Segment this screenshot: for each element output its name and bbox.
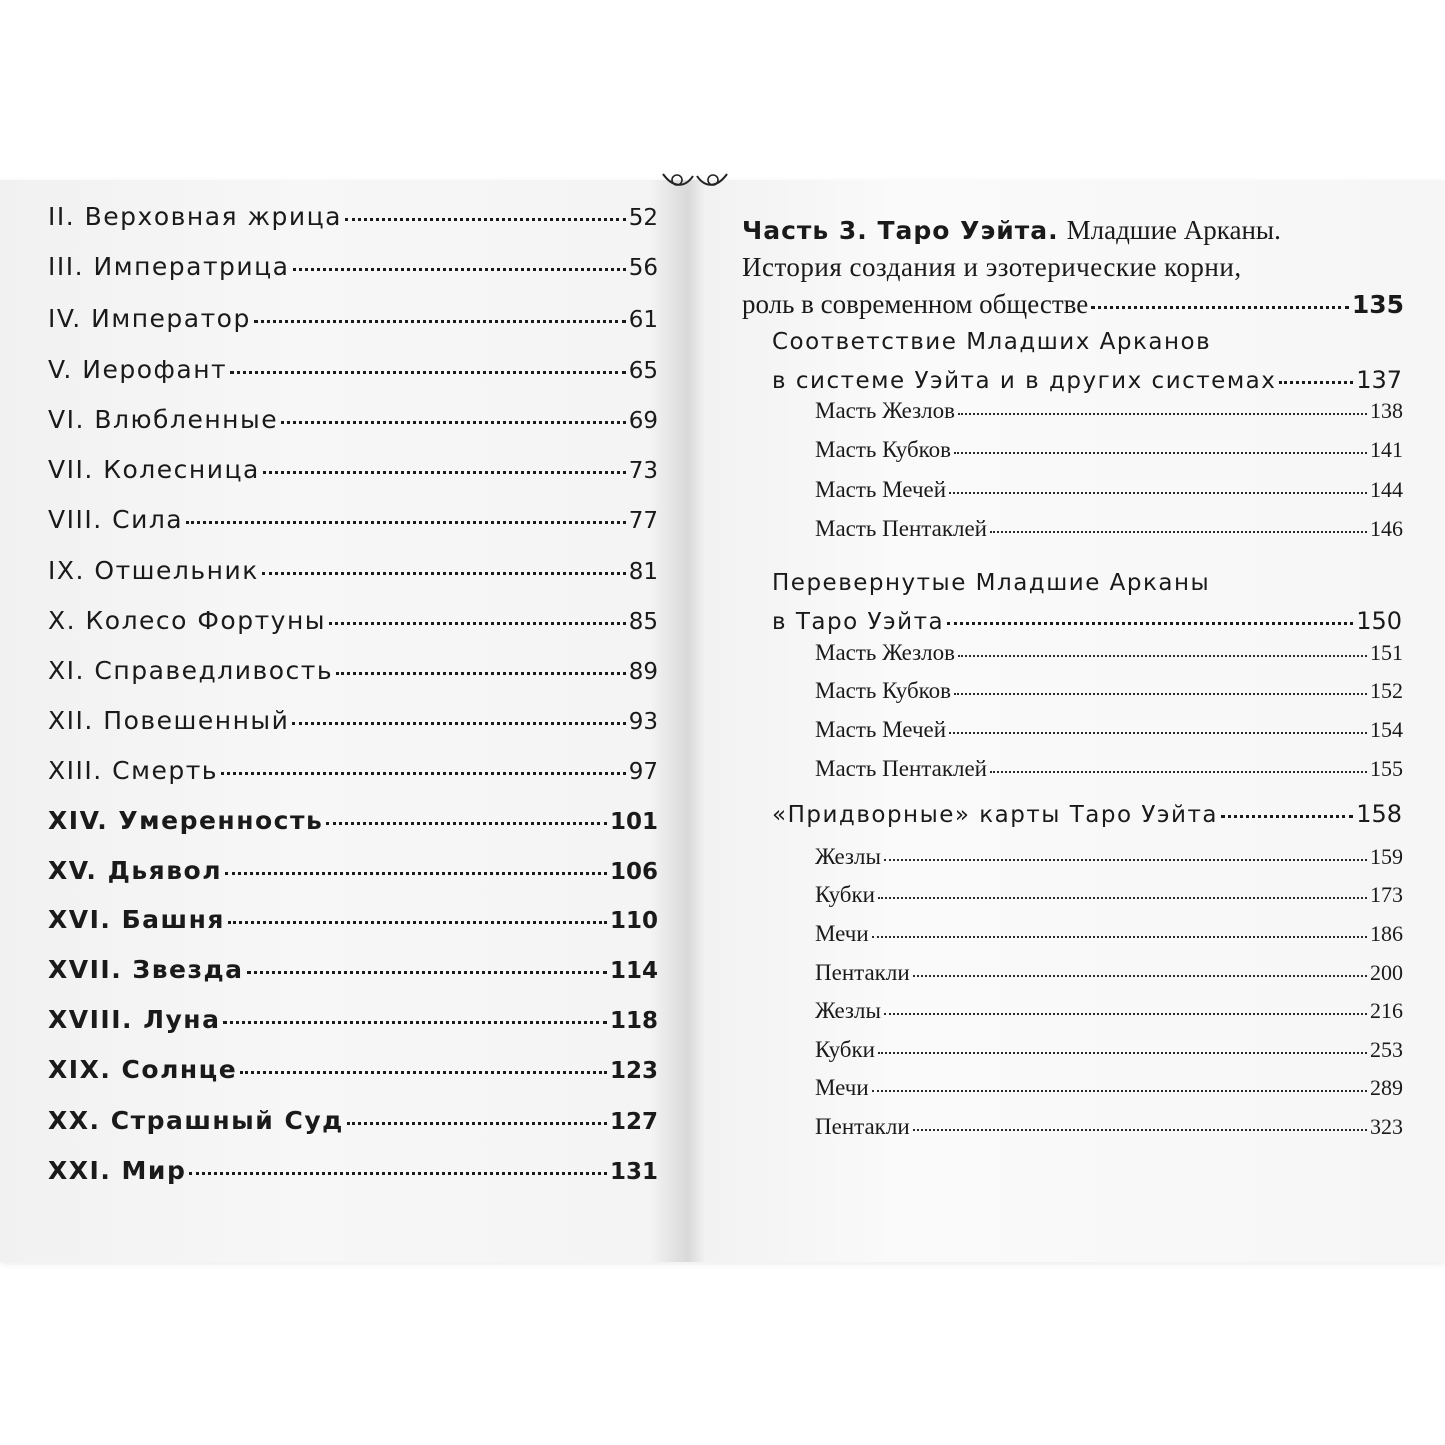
toc-entry [815, 844, 1403, 882]
toc-entry-page: 144 [1370, 477, 1403, 502]
section-line2: в Таро Уэйта [772, 609, 945, 635]
toc-entry [48, 252, 658, 292]
toc-entry-page: 85 [628, 609, 658, 635]
dot-leader [262, 572, 626, 575]
toc-entry-page: 289 [1370, 1075, 1403, 1100]
dot-leader [186, 521, 626, 524]
part-heading [742, 212, 1404, 323]
dot-leader [254, 320, 626, 323]
toc-entry [48, 756, 658, 796]
toc-entry-title: VI. Влюбленные [48, 405, 279, 434]
dot-leader [990, 771, 1367, 773]
toc-entry [815, 1075, 1403, 1113]
section-line1: Перевернутые Младшие Арканы [772, 570, 1211, 596]
toc-entry-title: Жезлы [815, 998, 881, 1023]
toc-entry-title: XVIII. Луна [48, 1005, 221, 1034]
part-label: Часть 3. Таро Уэйта. [742, 216, 1059, 245]
toc-entry-title: Кубки [815, 1037, 875, 1062]
dot-leader [221, 772, 626, 775]
toc-entry-title: Жезлы [815, 844, 881, 869]
toc-entry-title: XIII. Смерть [48, 756, 219, 785]
toc-entry-title: Пентакли [815, 1114, 910, 1139]
toc-entry [815, 1037, 1403, 1075]
toc-entry [815, 516, 1403, 554]
toc-entry-title: X. Колесо Фортуны [48, 606, 327, 635]
toc-entry-title: Масть Жезлов [815, 398, 956, 423]
dot-leader [990, 531, 1367, 533]
toc-entry-page: 81 [628, 559, 658, 585]
section-line1: Соответствие Младших Арканов [772, 329, 1212, 355]
dot-leader [247, 971, 607, 974]
toc-entry-page: 154 [1370, 717, 1403, 742]
toc-entry-title: IX. Отшельник [48, 556, 259, 585]
toc-entry-title: Масть Пентаклей [815, 516, 987, 541]
dot-leader [263, 471, 626, 474]
toc-entry-title: Масть Кубков [815, 678, 952, 703]
toc-entry-page: 186 [1370, 921, 1403, 946]
toc-entry-title: Мечи [815, 1075, 869, 1100]
toc-entry-page: 173 [1370, 882, 1403, 907]
section-heading [772, 800, 1402, 840]
toc-entry-page: 152 [1370, 678, 1403, 703]
dot-leader [1279, 381, 1353, 384]
toc-entry-title: Масть Пентаклей [815, 756, 987, 781]
section-page: 158 [1356, 800, 1402, 828]
toc-entry-page: 159 [1370, 844, 1403, 869]
toc-entry-title: XVI. Башня [48, 905, 225, 934]
part-line3: роль в современном обществе [742, 289, 1089, 319]
dot-leader [913, 1129, 1367, 1131]
dot-leader [230, 371, 626, 374]
section-title: «Придворные» карты Таро Уэйта [772, 802, 1218, 828]
toc-entry-title: II. Верховная жрица [48, 202, 342, 231]
toc-entry [48, 856, 658, 896]
toc-entry [48, 556, 658, 596]
toc-entry-page: 69 [628, 408, 658, 434]
toc-entry-title: XXI. Мир [48, 1156, 187, 1185]
toc-entry-page: 65 [628, 358, 658, 384]
ornament-flourish-icon [655, 168, 735, 190]
toc-entry [48, 405, 658, 445]
toc-entry [48, 1156, 658, 1196]
toc-entry-page: 93 [628, 709, 658, 735]
toc-entry-page: 200 [1370, 960, 1403, 985]
dot-leader [878, 897, 1367, 899]
toc-entry [815, 998, 1403, 1036]
toc-entry [48, 955, 658, 995]
toc-entry-page: 253 [1370, 1037, 1403, 1062]
dot-leader [872, 1090, 1367, 1092]
toc-entry [48, 606, 658, 646]
toc-entry [48, 806, 658, 846]
toc-entry [815, 1114, 1403, 1152]
toc-entry [48, 656, 658, 696]
toc-entry [815, 882, 1403, 920]
dot-leader [228, 921, 607, 924]
toc-entry-page: 97 [628, 759, 658, 785]
toc-entry [48, 1106, 658, 1146]
toc-entry-page: 106 [609, 859, 658, 885]
toc-entry-page: 138 [1370, 398, 1403, 423]
toc-entry-page: 146 [1370, 516, 1403, 541]
dot-leader [336, 672, 626, 675]
section-heading [772, 564, 1402, 641]
part-subtitle: Младшие Арканы. [1066, 215, 1281, 245]
dot-leader [326, 822, 607, 825]
section-line2: в системе Уэйта и в других системах [772, 368, 1277, 394]
toc-entry-page: 77 [628, 508, 658, 534]
toc-entry-page: 89 [628, 659, 658, 685]
dot-leader [225, 872, 607, 875]
toc-entry-title: V. Иерофант [48, 355, 228, 384]
dot-leader [329, 622, 626, 625]
toc-entry [815, 477, 1403, 515]
toc-entry-page: 151 [1370, 640, 1403, 665]
toc-entry [815, 640, 1403, 678]
dot-leader [958, 655, 1367, 657]
toc-entry [815, 437, 1403, 475]
dot-leader [884, 859, 1367, 861]
toc-entry [815, 398, 1403, 436]
dot-leader [949, 492, 1367, 494]
toc-entry-page: 141 [1370, 437, 1403, 462]
toc-entry-title: Масть Мечей [815, 477, 947, 502]
dot-leader [872, 936, 1367, 938]
toc-entry-page: 110 [609, 908, 658, 934]
dot-leader [913, 975, 1367, 977]
dot-leader [223, 1021, 607, 1024]
toc-entry-title: Масть Мечей [815, 717, 947, 742]
toc-entry-title: XIX. Солнце [48, 1055, 238, 1084]
toc-entry-title: XII. Повешенный [48, 706, 290, 735]
toc-entry-page: 127 [609, 1109, 658, 1135]
toc-entry-title: XIV. Умеренность [48, 806, 324, 835]
toc-entry-page: 73 [628, 458, 658, 484]
dot-leader [954, 452, 1367, 454]
toc-entry-page: 216 [1370, 998, 1403, 1023]
toc-entry-title: XI. Справедливость [48, 656, 334, 685]
toc-entry-title: IV. Император [48, 304, 251, 333]
toc-entry [48, 505, 658, 545]
dot-leader [293, 268, 626, 271]
dot-leader [292, 722, 625, 725]
toc-entry [48, 455, 658, 495]
section-page: 137 [1356, 366, 1402, 394]
dot-leader [189, 1172, 607, 1175]
toc-entry [48, 1005, 658, 1045]
dot-leader [1091, 306, 1349, 309]
toc-entry [48, 905, 658, 945]
toc-entry-page: 101 [609, 809, 658, 835]
toc-entry [815, 717, 1403, 755]
toc-entry [815, 921, 1403, 959]
dot-leader [345, 218, 626, 221]
dot-leader [281, 421, 626, 424]
part-page: 135 [1351, 290, 1404, 319]
toc-entry-title: III. Императрица [48, 252, 290, 281]
toc-entry-page: 123 [609, 1058, 658, 1084]
toc-entry-page: 52 [628, 205, 658, 231]
dot-leader [240, 1071, 607, 1074]
section-heading [772, 323, 1402, 400]
dot-leader [1221, 815, 1353, 818]
toc-entry-title: VIII. Сила [48, 505, 184, 534]
section-page: 150 [1356, 607, 1402, 635]
toc-entry-page: 155 [1370, 756, 1403, 781]
dot-leader [954, 693, 1367, 695]
toc-entry-title: XVII. Звезда [48, 955, 244, 984]
part-line2: История создания и эзотерические корни, [742, 252, 1242, 282]
toc-entry-title: Масть Жезлов [815, 640, 956, 665]
dot-leader [347, 1122, 607, 1125]
dot-leader [884, 1013, 1367, 1015]
toc-entry [48, 355, 658, 395]
toc-entry-title: Масть Кубков [815, 437, 952, 462]
toc-entry-page: 114 [609, 958, 658, 984]
toc-entry [815, 960, 1403, 998]
toc-entry-title: Мечи [815, 921, 869, 946]
toc-entry-page: 61 [628, 307, 658, 333]
dot-leader [947, 622, 1353, 625]
toc-entry-title: VII. Колесница [48, 455, 260, 484]
dot-leader [949, 732, 1367, 734]
toc-entry [48, 202, 658, 242]
toc-entry [815, 678, 1403, 716]
toc-entry [48, 706, 658, 746]
toc-entry-page: 323 [1370, 1114, 1403, 1139]
toc-entry-page: 56 [628, 255, 658, 281]
toc-entry [48, 304, 658, 344]
toc-entry-page: 131 [609, 1159, 658, 1185]
toc-entry-title: XX. Страшный Суд [48, 1106, 344, 1135]
toc-entry [48, 1055, 658, 1095]
dot-leader [878, 1052, 1367, 1054]
dot-leader [958, 413, 1367, 415]
toc-entry-title: Пентакли [815, 960, 910, 985]
toc-entry-title: Кубки [815, 882, 875, 907]
toc-entry-page: 118 [609, 1008, 658, 1034]
toc-entry [815, 756, 1403, 794]
toc-entry-title: XV. Дьявол [48, 856, 223, 885]
